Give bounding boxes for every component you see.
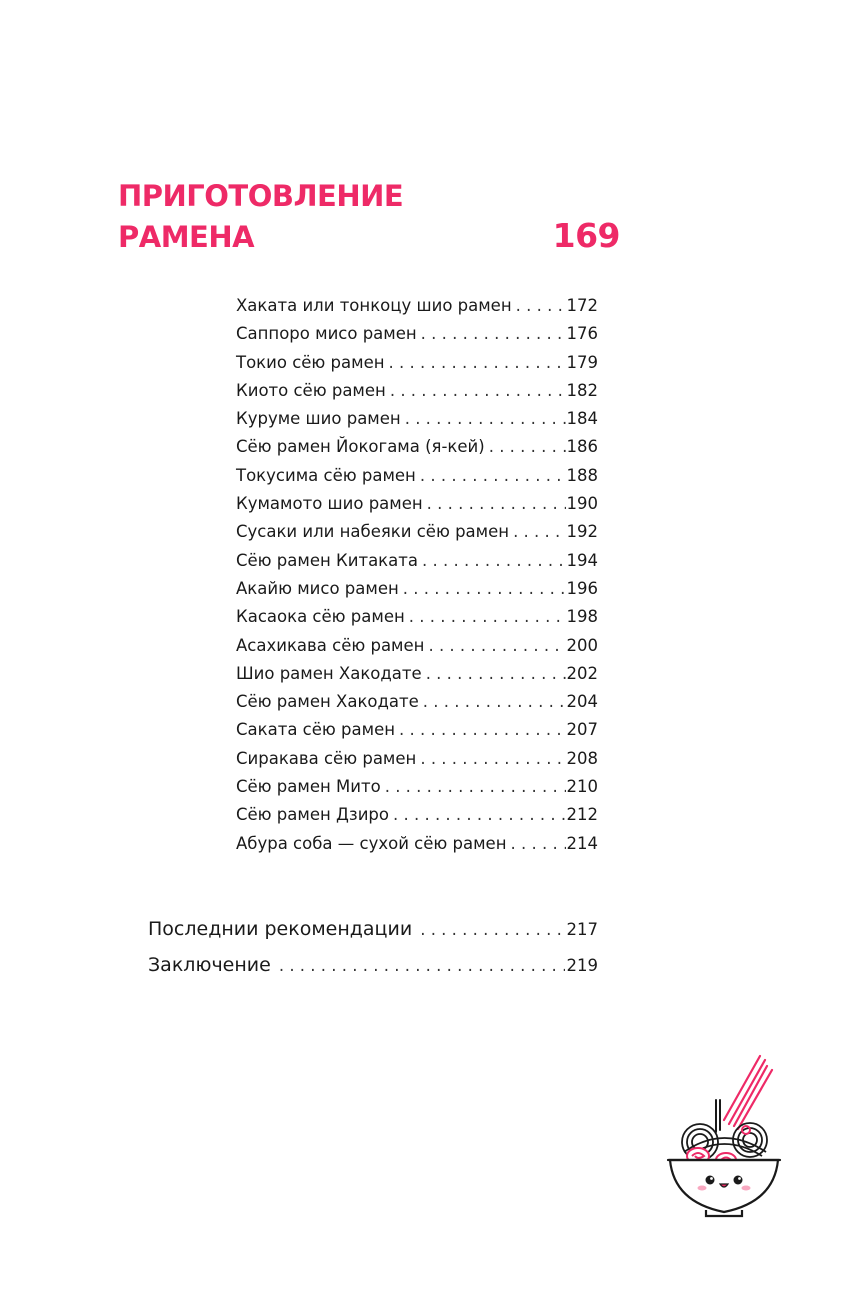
toc-entry-page: 198: [566, 607, 598, 627]
lifted-noodles-icon: [716, 1100, 720, 1132]
toc-entry-title: Касаока сёю рамен: [236, 607, 405, 627]
dot-leader: [385, 773, 566, 801]
dot-leader: [422, 547, 566, 575]
toc-entry-title: Киото сёю рамен: [236, 380, 386, 400]
toc-entry-page: 194: [566, 550, 598, 570]
toc-entry[interactable]: [236, 349, 598, 377]
toc-entry-page: 190: [566, 494, 598, 514]
chapter-entry-title: Заключение: [148, 954, 271, 976]
toc-entry-title: Сёю рамен Йокогама (я-кей): [236, 437, 485, 457]
toc-entry-page: 182: [566, 380, 598, 400]
chapter-toc-list: [148, 912, 598, 984]
toc-entry[interactable]: [236, 660, 598, 688]
toc-entry[interactable]: [236, 632, 598, 660]
toc-entry-page: 214: [566, 833, 598, 853]
toc-entry[interactable]: [236, 716, 598, 744]
toc-entry-page: 210: [566, 777, 598, 797]
dot-leader: [390, 377, 566, 405]
toc-entry-title: Токусима сёю рамен: [236, 465, 416, 485]
dot-leader: [423, 688, 566, 716]
toc-entry-title: Кумамото шио рамен: [236, 494, 423, 514]
dot-leader: [421, 320, 566, 348]
toc-entry-title: Сёю рамен Мито: [236, 777, 381, 797]
toc-entry-page: 188: [566, 465, 598, 485]
toc-entry[interactable]: [236, 547, 598, 575]
toc-entry-page: 176: [566, 324, 598, 344]
toc-entry-page: 179: [566, 352, 598, 372]
toc-entry[interactable]: [236, 801, 598, 829]
toc-entry[interactable]: [236, 773, 598, 801]
section-title-line2: РАМЕНА: [118, 220, 255, 254]
toc-entry[interactable]: [236, 292, 598, 320]
toc-entry-title: Сусаки или набеяки сёю рамен: [236, 522, 510, 542]
toc-entry[interactable]: [236, 377, 598, 405]
toc-entry[interactable]: [236, 490, 598, 518]
toc-entry-title: Сиракава сёю рамен: [236, 748, 417, 768]
toc-entry-title: Акайю мисо рамен: [236, 578, 399, 598]
toc-entry-page: 208: [566, 748, 598, 768]
toc-entry-page: 204: [566, 692, 598, 712]
toc-entry[interactable]: [236, 745, 598, 773]
dot-leader: [420, 913, 564, 947]
toc-entry[interactable]: [236, 575, 598, 603]
toc-entry-page: 207: [566, 720, 598, 740]
toc-entry-title: Сёю рамен Дзиро: [236, 805, 389, 825]
toc-entry-page: 184: [566, 409, 598, 429]
toc-entry-title: Асахикава сёю рамен: [236, 635, 425, 655]
chapter-entry-title: Последнии рекомендации: [148, 918, 413, 940]
dot-leader: [513, 518, 565, 546]
chapter-entry-page: 219: [566, 956, 598, 975]
section-heading: [118, 176, 620, 257]
dot-leader: [420, 462, 566, 490]
toc-entry-page: 202: [566, 663, 598, 683]
chapter-entry[interactable]: [148, 948, 598, 984]
dot-leader: [427, 490, 566, 518]
dot-leader: [426, 660, 566, 688]
chapter-entry-page: 217: [566, 920, 598, 939]
toc-entry[interactable]: [236, 405, 598, 433]
dot-leader: [511, 830, 566, 858]
section-page-number: 169: [552, 216, 620, 255]
toc-entry[interactable]: [236, 433, 598, 461]
toc-entry-title: Токио сёю рамен: [236, 352, 385, 372]
toc-entry-title: Сёю рамен Китаката: [236, 550, 418, 570]
toc-entry-title: Сёю рамен Хакодате: [236, 692, 419, 712]
toc-entry-page: 172: [566, 296, 598, 315]
toc-entry[interactable]: [236, 688, 598, 716]
chapter-entry[interactable]: [148, 912, 598, 948]
section-title-line2-row: [118, 216, 620, 257]
dot-leader: [393, 801, 566, 829]
recipe-toc-list: [236, 292, 598, 858]
toc-entry[interactable]: [236, 830, 598, 858]
dot-leader: [405, 405, 566, 433]
toc-entry-title: Саката сёю рамен: [236, 720, 396, 740]
toc-entry-title: Шио рамен Хакодате: [236, 663, 422, 683]
toc-entry-title: Куруме шио рамен: [236, 409, 401, 429]
dot-leader: [420, 745, 565, 773]
toc-entry-title: Хаката или тонкоцу шио рамен: [236, 296, 512, 315]
dot-leader: [403, 575, 566, 603]
toc-entry-page: 212: [566, 805, 598, 825]
toc-entry[interactable]: [236, 603, 598, 631]
dot-leader: [489, 433, 566, 461]
dot-leader: [399, 716, 565, 744]
toc-entry-page: 200: [566, 635, 598, 655]
toc-entry-title: Абура соба — сухой сёю рамен: [236, 833, 507, 853]
dot-leader: [516, 292, 566, 320]
dot-leader: [428, 632, 565, 660]
ramen-bowl-icon: [664, 1052, 784, 1218]
toc-entry-page: 186: [566, 437, 598, 457]
section-title-line1: ПРИГОТОВЛЕНИЕ: [118, 179, 404, 213]
dot-leader: [279, 949, 565, 983]
toc-entry-page: 196: [566, 578, 598, 598]
dot-leader: [409, 603, 566, 631]
chopsticks-icon: [724, 1056, 772, 1129]
toc-entry-page: 192: [566, 522, 598, 542]
toc-entry[interactable]: [236, 518, 598, 546]
toc-entry[interactable]: [236, 462, 598, 490]
toc-entry-title: Саппоро мисо рамен: [236, 324, 417, 344]
toc-entry[interactable]: [236, 320, 598, 348]
dot-leader: [389, 349, 566, 377]
